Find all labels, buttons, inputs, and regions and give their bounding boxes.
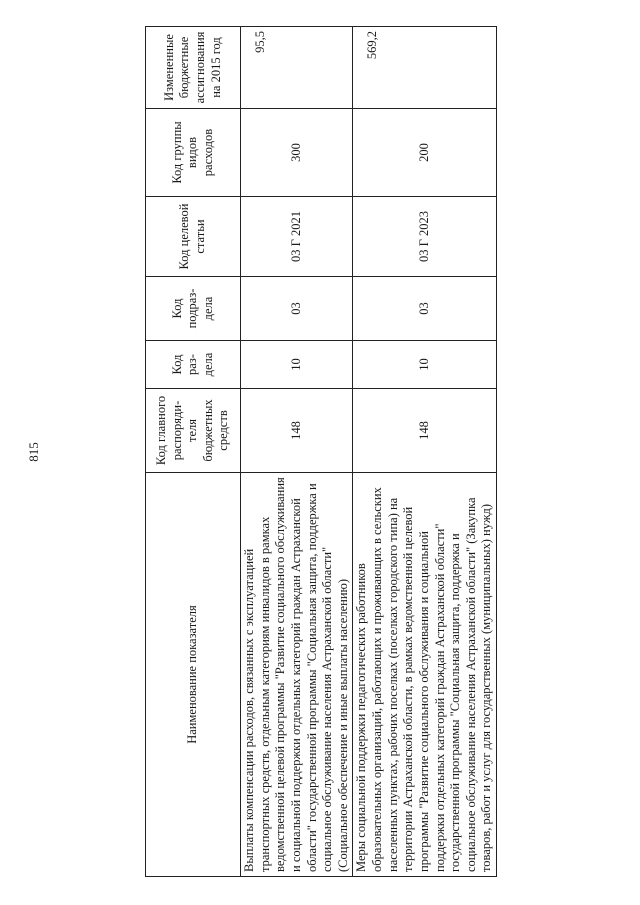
table-header-row <box>146 27 241 877</box>
row-name: Меры социальной поддержки педагогических работников образовательных организаций, работающих и проживающих в сельских населенных пунктах, рабочих поселках (поселках городского типа) на территории Астраханской области, в рамках ведомственной целевой программы "Развитие социального обслуживания и социальной поддержки отдельных категорий граждан Астраханской области" государственной программы "Социальная защита, поддержка и социальное обслуживание населения Астраханской области" (Закупка товаров, работ и услуг для государственных (муниципальных) нужд) <box>353 473 497 877</box>
header-expense-type: Код группы видов расходов <box>146 109 241 197</box>
header-name: Наименование показателя <box>146 473 241 877</box>
row-target-article: 03 Г 2021 <box>241 197 353 277</box>
table-row <box>353 27 497 877</box>
row-target-article: 03 Г 2023 <box>353 197 497 277</box>
row-name: Выплаты компенсации расходов, связанных с эксплуатацией транспортных средств, отдельным категориям инвалидов в рамках ведомственной целевой программы "Развитие социального обслуживания и социальной поддержки отдельных категорий граждан Астраханской области" государственной программы "Социальная защита, поддержка и социальное обслуживание населения Астраханской области" (Социальное обеспечение и иные выплаты населению) <box>241 473 353 877</box>
row-podrazdel: 03 <box>353 277 497 341</box>
row-expense-type: 200 <box>353 109 497 197</box>
rotated-table-wrapper <box>145 27 495 877</box>
budget-table <box>145 26 497 877</box>
row-grbs: 148 <box>353 389 497 473</box>
row-grbs: 148 <box>241 389 353 473</box>
header-podrazdel: Код подраз-дела <box>146 277 241 341</box>
row-razdel: 10 <box>241 341 353 389</box>
row-expense-type: 300 <box>241 109 353 197</box>
header-target-article: Код целевой статьи <box>146 197 241 277</box>
header-razdel: Код раз-дела <box>146 341 241 389</box>
row-podrazdel: 03 <box>241 277 353 341</box>
header-budget-sum: Измененные бюджетные ассигнования на 2015 год <box>146 27 241 109</box>
header-grbs: Код главного распоряди-теля бюджетных средств <box>146 389 241 473</box>
row-budget-sum: 569,2 <box>353 27 497 109</box>
row-budget-sum: 95,5 <box>241 27 353 109</box>
page-number: 815 <box>26 442 41 462</box>
row-razdel: 10 <box>353 341 497 389</box>
table-row <box>241 27 353 877</box>
